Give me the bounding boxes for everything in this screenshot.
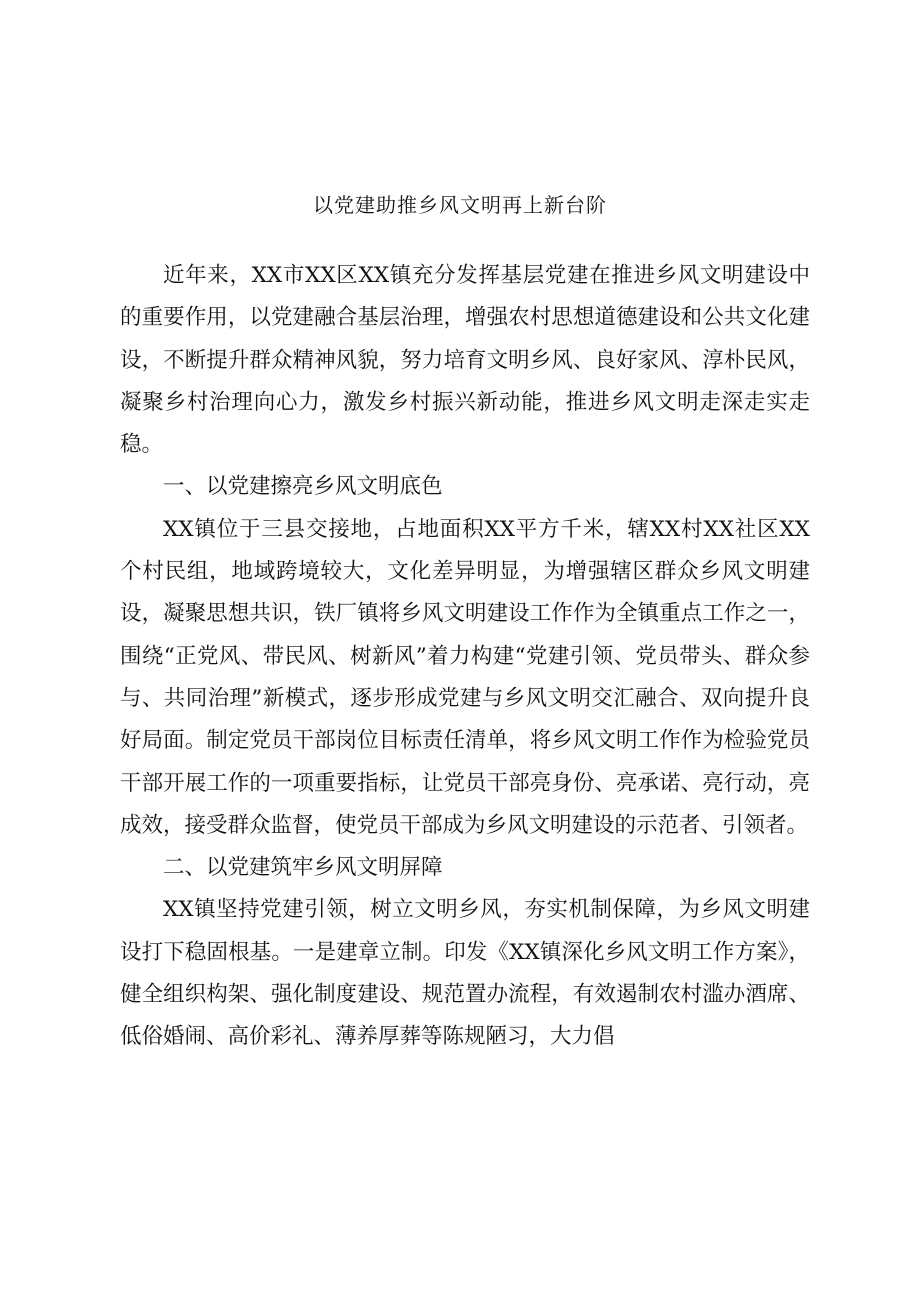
intro-paragraph: 近年来，XX市XX区XX镇充分发挥基层党建在推进乡风文明建设中的重要作用，以党建融合基层治理，增强农村思想道德建设和公共文化建设，不断提升群众精神风貌，努力培育文明乡风、良好家风、淳朴民风，凝聚乡村治理向心力，激发乡村振兴新动能，推进乡风文明走深走实走稳。: [120, 263, 810, 458]
document-title: 以党建助推乡风文明再上新台阶: [313, 193, 607, 217]
section-2-paragraph: XX镇坚持党建引领，树立文明乡风，夯实机制保障，为乡风文明建设打下稳固根基。一是建章立制。印发《XX镇深化乡风文明工作方案》，健全组织构架、强化制度建设、规范置办流程，有效遏制农村滥办酒席、低俗婚闹、高价彩礼、薄养厚葬等陈规陋习，大力倡: [120, 897, 810, 1050]
section-heading-2: 二、以党建筑牢乡风文明屏障: [163, 855, 443, 881]
document-body: [120, 255, 810, 1059]
section-1-paragraph: XX镇位于三县交接地，占地面积XX平方千米，辖XX村XX社区XX个村民组，地域跨境较大，文化差异明显，为增强辖区群众乡风文明建设，凝聚思想共识，铁厂镇将乡风文明建设工作作为全镇重点工作之一，围绕“正党风、带民风、树新风”着力构建“党建引领、党员带头、群众参与、共同治理”新模式，逐步形成党建与乡风文明交汇融合、双向提升良好局面。制定党员干部岗位目标责任清单，将乡风文明工作作为检验党员干部开展工作的一项重要指标，让党员干部亮身份、亮承诺、亮行动，亮成效，接受群众监督，使党员干部成为乡风文明建设的示范者、引领者。: [120, 516, 810, 838]
section-heading-1: 一、以党建擦亮乡风文明底色: [163, 474, 443, 500]
